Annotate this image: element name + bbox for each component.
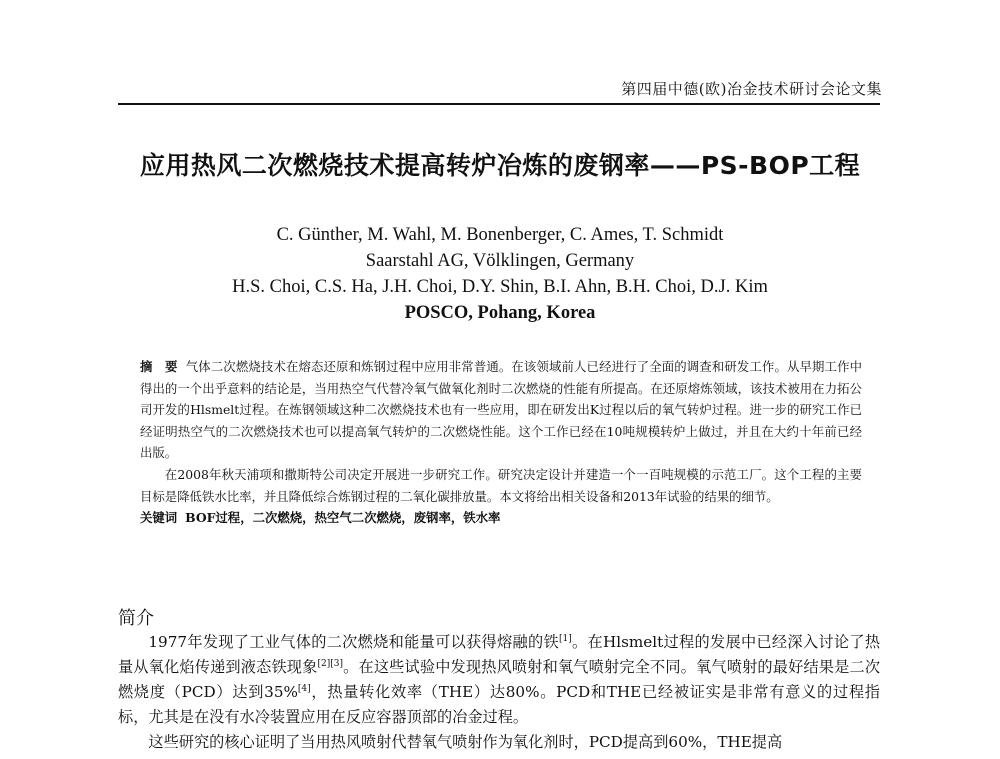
abstract-label: 摘 要	[140, 359, 178, 374]
author-affiliation-group2: POSCO, Pohang, Korea	[404, 303, 596, 323]
intro-para1-text-b: 。在Hlsmelt过程的发展中已经深入讨论了热量从氧化焰传递到液态铁现象	[118, 633, 881, 676]
author-names-group2: H.S. Choi, C.S. Ha, J.H. Choi, D.Y. Shin, B.I. Ahn, B.H. Choi, D.J. Kim	[232, 277, 768, 297]
keywords-label: 关键词	[140, 510, 178, 526]
abstract-para2: 在2008年秋天浦项和撒斯特公司决定开展进一步研究工作。研究决定设计并建造一个一百吨规模的示范工厂。这个工程的主要目标是降低铁水比率，并且降低综合炼钢过程的二氧化碳排放量。本文将给出相关设备和2013年试验的结果的细节。	[140, 466, 862, 504]
section-heading-intro: 简介	[118, 608, 154, 629]
paper-title: 应用热风二次燃烧技术提高转炉冶炼的废钢率——PS-BOP工程	[139, 151, 861, 180]
intro-para1-text-d: ，热量转化效率（THE）达80%。PCD和THE已经被证实是非常有意义的过程指标，尤其是在没有水冷装置应用在反应容器顶部的冶金过程。	[118, 683, 880, 726]
intro-para1	[118, 630, 880, 730]
author-block	[0, 222, 1000, 326]
citation-ref-2-3[interactable]: [2][3]	[317, 658, 343, 669]
abstract	[140, 356, 862, 529]
keywords-values: BOF过程，二次燃烧，热空气二次燃烧，废钢率，铁水率	[185, 510, 501, 526]
abstract-para1	[140, 356, 862, 464]
author-names-group1: C. Günther, M. Wahl, M. Bonenberger, C. Ames, T. Schmidt	[276, 225, 724, 245]
intro-para1-text-c: 。在这些试验中发现热风喷射和氧气喷射完全不同。氧气喷射的最好结果是二次燃烧度（PCD）达到35%	[118, 658, 880, 701]
author-affiliation-group1: Saarstahl AG, Völklingen, Germany	[365, 251, 635, 271]
proceedings-header: 第四届中德(欧)冶金技术研讨会论文集	[621, 80, 882, 98]
citation-ref-4[interactable]: [4]	[297, 683, 311, 694]
intro-para2: 这些研究的核心证明了当用热风喷射代替氧气喷射作为氧化剂时，PCD提高到60%，THE提高	[148, 733, 783, 751]
keywords-line	[140, 507, 862, 529]
intro-para1-text-a: 1977年发现了工业气体的二次燃烧和能量可以获得熔融的铁	[148, 633, 559, 651]
intro-body	[118, 630, 880, 755]
abstract-text1: 气体二次燃烧技术在熔态还原和炼钢过程中应用非常普通。在该领域前人已经进行了全面的调查和研发工作。从早期工作中得出的一个出乎意料的结论是，当用热空气代替冷氧气做氧化剂时二次燃烧的性能有所提高。在还原熔炼领域，该技术被用在力拓公司开发的Hlsmelt过程。在炼钢领域这种二次燃烧技术也有一些应用，即在研发出K过程以后的氧气转炉过程。进一步的研究工作已经证明热空气的二次燃烧技术也可以提高氧气转炉的二次燃烧性能。这个工作已经在10吨规模转炉上做过，并且在大约十年前已经出版。	[140, 359, 862, 461]
citation-ref-1[interactable]: [1]	[558, 633, 572, 644]
header-rule	[118, 103, 880, 105]
